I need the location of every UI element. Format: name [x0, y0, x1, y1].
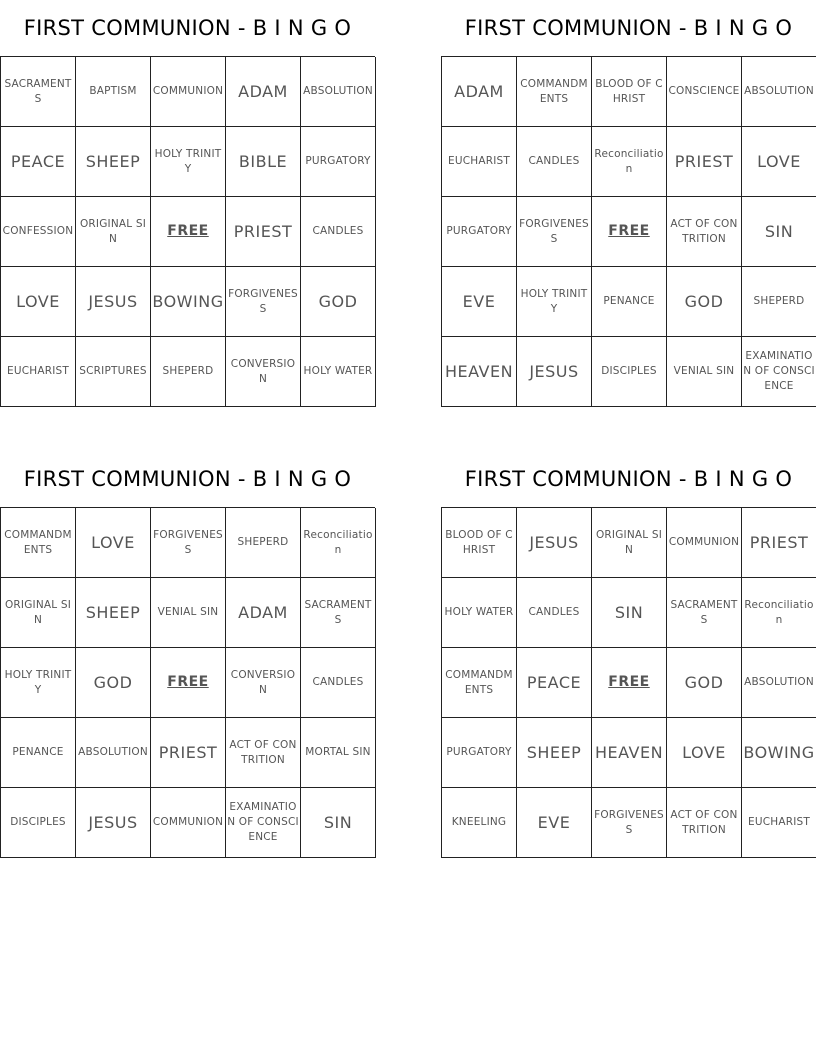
bingo-cell [1, 197, 76, 267]
bingo-cell [151, 57, 226, 127]
bingo-cell-text: FREE [167, 674, 209, 690]
bingo-cell-text: LOVE [91, 532, 135, 552]
bingo-cell-text: CONVERSION [230, 357, 296, 385]
bingo-cell-text: Reconciliation [594, 147, 664, 175]
bingo-cell-text: FORGIVENESS [594, 808, 664, 836]
card-title: FIRST COMMUNION - B I N G O [23, 16, 352, 40]
bingo-cell-text: CANDLES [312, 676, 364, 688]
bingo-cell [667, 788, 742, 858]
bingo-cell [1, 718, 76, 788]
bingo-cell [442, 267, 517, 337]
bingo-cell [592, 508, 667, 578]
bingo-cell [226, 508, 301, 578]
bingo-cell-text: ABSOLUTION [744, 676, 814, 688]
bingo-cell [442, 508, 517, 578]
bingo-cell [517, 337, 592, 407]
bingo-card-4 [441, 451, 816, 858]
bingo-cell-text: GOD [684, 291, 724, 311]
bingo-cell [76, 788, 151, 858]
bingo-cell [301, 788, 376, 858]
bingo-grid [441, 56, 816, 407]
bingo-cell-text: LOVE [757, 151, 801, 171]
bingo-cell-text: SCRIPTURES [79, 365, 147, 377]
bingo-cell [592, 127, 667, 197]
bingo-cell-text: EUCHARIST [6, 365, 69, 377]
bingo-cell-text: LOVE [682, 742, 726, 762]
bingo-cell [151, 267, 226, 337]
bingo-cell-text: COMMUNION [152, 816, 224, 828]
bingo-cell [592, 788, 667, 858]
bingo-cell-text: SACRAMENTS [304, 598, 372, 626]
bingo-cell [301, 508, 376, 578]
bingo-cell-text: JESUS [529, 361, 579, 381]
bingo-cell [301, 127, 376, 197]
bingo-cell [592, 578, 667, 648]
bingo-cell [592, 718, 667, 788]
bingo-cell [442, 197, 517, 267]
bingo-cell-text: EXAMINATION OF CONSCIENCE [743, 350, 815, 392]
bingo-cell-text: COMMANDMENTS [520, 77, 588, 105]
bingo-cell [742, 127, 816, 197]
bingo-cell [592, 57, 667, 127]
bingo-cell [76, 718, 151, 788]
bingo-cell-text: SIN [614, 602, 644, 622]
bingo-cell [667, 57, 742, 127]
bingo-cell-text: FREE [608, 223, 650, 239]
bingo-cell [442, 718, 517, 788]
bingo-cell [76, 508, 151, 578]
bingo-cell-text: EUCHARIST [747, 816, 810, 828]
bingo-cell [151, 718, 226, 788]
bingo-cell [76, 57, 151, 127]
bingo-cell [226, 267, 301, 337]
bingo-cell-text: ACT OF CONTRITION [670, 217, 738, 245]
bingo-cell [1, 508, 76, 578]
bingo-cell-text: HEAVEN [594, 742, 664, 762]
bingo-cell [151, 127, 226, 197]
bingo-cell [151, 337, 226, 407]
bingo-cell [742, 197, 816, 267]
bingo-cell-text: PRIEST [749, 532, 809, 552]
bingo-cell [151, 788, 226, 858]
bingo-cell [517, 197, 592, 267]
bingo-cell [517, 57, 592, 127]
bingo-cell-text: JESUS [88, 812, 138, 832]
bingo-cell-text: FREE [608, 674, 650, 690]
bingo-cell-text: EVE [462, 291, 496, 311]
bingo-cell [1, 648, 76, 718]
bingo-cell-text: EUCHARIST [447, 155, 510, 167]
bingo-cell-text: COMMUNION [668, 536, 740, 548]
bingo-cell [1, 337, 76, 407]
bingo-cell [76, 197, 151, 267]
bingo-cell-text: VENIAL SIN [157, 606, 219, 618]
bingo-grid [441, 507, 816, 858]
bingo-cell-text: COMMUNION [152, 85, 224, 97]
bingo-cell [76, 127, 151, 197]
bingo-cell-text: COMMANDMENTS [4, 528, 72, 556]
bingo-cell [226, 337, 301, 407]
bingo-cell-text: SHEEP [526, 742, 582, 762]
bingo-grid [0, 56, 375, 407]
bingo-cell [442, 127, 517, 197]
bingo-cell [742, 508, 816, 578]
bingo-cell-text: ADAM [238, 602, 288, 622]
bingo-cell-text: ADAM [454, 81, 504, 101]
bingo-cell [301, 578, 376, 648]
bingo-cell [517, 127, 592, 197]
bingo-cell-text: JESUS [529, 532, 579, 552]
bingo-cell [1, 57, 76, 127]
bingo-cell-text: BOWING [743, 742, 815, 762]
bingo-cell [517, 648, 592, 718]
bingo-grid [0, 507, 375, 858]
bingo-cell [226, 197, 301, 267]
bingo-cell [442, 337, 517, 407]
bingo-cell [742, 578, 816, 648]
bingo-cell-text: SACRAMENTS [4, 77, 72, 105]
bingo-cell-text: GOD [318, 291, 358, 311]
bingo-cell-text: PENANCE [12, 746, 64, 758]
bingo-cell [517, 718, 592, 788]
bingo-cell [226, 788, 301, 858]
bingo-cell-text: CANDLES [528, 606, 580, 618]
bingo-cell [742, 337, 816, 407]
bingo-cell-text: GOD [93, 672, 133, 692]
bingo-cell-text: HOLY WATER [444, 606, 514, 618]
bingo-cell [301, 718, 376, 788]
bingo-cell-text: HOLY TRINITY [520, 287, 588, 315]
bingo-cell-text: CONSCIENCE [668, 85, 740, 97]
bingo-cell-text: BLOOD OF CHRIST [595, 77, 663, 105]
bingo-cell-text: BAPTISM [89, 85, 137, 97]
bingo-cell-text: ORIGINAL SIN [595, 528, 663, 556]
card-title: FIRST COMMUNION - B I N G O [464, 16, 793, 40]
free-space-cell [592, 197, 667, 267]
bingo-cell [301, 648, 376, 718]
bingo-cell-text: SIN [764, 221, 794, 241]
bingo-cell-text: FORGIVENESS [228, 287, 298, 315]
bingo-cell-text: SHEPERD [162, 365, 214, 377]
bingo-cell-text: CANDLES [312, 225, 364, 237]
bingo-cell [1, 788, 76, 858]
card-title: FIRST COMMUNION - B I N G O [23, 467, 352, 491]
bingo-cell [742, 788, 816, 858]
bingo-cell [517, 267, 592, 337]
bingo-cell-text: ABSOLUTION [78, 746, 148, 758]
bingo-cell-text: JESUS [88, 291, 138, 311]
bingo-cell [442, 788, 517, 858]
bingo-cell [76, 337, 151, 407]
bingo-cell [1, 127, 76, 197]
bingo-cell-text: SHEPERD [237, 536, 289, 548]
bingo-cell-text: PRIEST [674, 151, 734, 171]
bingo-cell-text: Reconciliation [744, 598, 814, 626]
bingo-cell-text: CANDLES [528, 155, 580, 167]
bingo-cell [442, 578, 517, 648]
bingo-cell [742, 718, 816, 788]
bingo-cell-text: CONFESSION [2, 225, 74, 237]
bingo-cell [151, 578, 226, 648]
bingo-cell [442, 648, 517, 718]
bingo-cell [301, 197, 376, 267]
bingo-cell [667, 127, 742, 197]
bingo-cell [592, 337, 667, 407]
bingo-cell-text: FORGIVENESS [519, 217, 589, 245]
bingo-cell-text: MORTAL SIN [305, 746, 371, 758]
bingo-cell-text: SACRAMENTS [670, 598, 738, 626]
bingo-cell [226, 718, 301, 788]
bingo-cell [667, 337, 742, 407]
bingo-cell-text: COMMANDMENTS [445, 668, 513, 696]
bingo-cell-text: ORIGINAL SIN [4, 598, 72, 626]
bingo-cell-text: ACT OF CONTRITION [229, 738, 297, 766]
bingo-cell-text: PEACE [10, 151, 66, 171]
bingo-cell-text: PRIEST [158, 742, 218, 762]
bingo-cell [742, 267, 816, 337]
bingo-cell-text: HOLY WATER [303, 365, 373, 377]
bingo-cell [517, 578, 592, 648]
bingo-cell [1, 267, 76, 337]
bingo-cell-text: BOWING [152, 291, 224, 311]
bingo-cell-text: HOLY TRINITY [154, 147, 222, 175]
bingo-cell [667, 578, 742, 648]
bingo-cell-text: CONVERSION [230, 668, 296, 696]
free-space-cell [592, 648, 667, 718]
bingo-cell [151, 508, 226, 578]
bingo-cell-text: HEAVEN [444, 361, 514, 381]
bingo-cell [667, 718, 742, 788]
bingo-cell-text: HOLY TRINITY [4, 668, 72, 696]
bingo-cell [442, 57, 517, 127]
bingo-cell-text: DISCIPLES [10, 816, 66, 828]
card-title: FIRST COMMUNION - B I N G O [464, 467, 793, 491]
bingo-card-3 [0, 451, 375, 858]
bingo-cell [517, 508, 592, 578]
bingo-cell-text: FREE [167, 223, 209, 239]
bingo-cell-text: PURGATORY [446, 746, 512, 758]
bingo-cell-text: PURGATORY [446, 225, 512, 237]
bingo-cell-text: ADAM [238, 81, 288, 101]
bingo-cell-text: DISCIPLES [601, 365, 657, 377]
bingo-cell-text: PEACE [526, 672, 582, 692]
free-space-cell [151, 648, 226, 718]
bingo-cell [517, 788, 592, 858]
bingo-cell [76, 648, 151, 718]
bingo-cell-text: Reconciliation [303, 528, 373, 556]
bingo-cell-text: ORIGINAL SIN [79, 217, 147, 245]
bingo-cell-text: LOVE [16, 291, 60, 311]
bingo-cell [301, 57, 376, 127]
bingo-cell-text: BLOOD OF CHRIST [445, 528, 513, 556]
bingo-cell [301, 267, 376, 337]
bingo-cell [226, 57, 301, 127]
bingo-cell-text: EVE [537, 812, 571, 832]
bingo-cell-text: SHEEP [85, 602, 141, 622]
bingo-cell [592, 267, 667, 337]
bingo-cell-text: BIBLE [238, 151, 288, 171]
bingo-cell [226, 127, 301, 197]
bingo-cell-text: EXAMINATION OF CONSCIENCE [227, 801, 299, 843]
bingo-cell-text: ABSOLUTION [744, 85, 814, 97]
bingo-cell [1, 578, 76, 648]
bingo-cell-text: GOD [684, 672, 724, 692]
bingo-cell-text: PRIEST [233, 221, 293, 241]
bingo-cell [76, 267, 151, 337]
bingo-cell [226, 648, 301, 718]
free-space-cell [151, 197, 226, 267]
bingo-cell [742, 648, 816, 718]
bingo-cell-text: PURGATORY [305, 155, 371, 167]
bingo-cell [76, 578, 151, 648]
bingo-cell-text: SIN [323, 812, 353, 832]
bingo-cell [667, 508, 742, 578]
bingo-cell [301, 337, 376, 407]
bingo-cell-text: ACT OF CONTRITION [670, 808, 738, 836]
bingo-cell [667, 197, 742, 267]
bingo-cell-text: SHEPERD [753, 295, 805, 307]
bingo-cell [226, 578, 301, 648]
bingo-cell [667, 648, 742, 718]
bingo-card-1 [0, 0, 375, 407]
bingo-cell-text: ABSOLUTION [303, 85, 373, 97]
bingo-cell-text: SHEEP [85, 151, 141, 171]
bingo-cell-text: KNEELING [451, 816, 507, 828]
bingo-cell-text: FORGIVENESS [153, 528, 223, 556]
bingo-cell [667, 267, 742, 337]
bingo-card-2 [441, 0, 816, 407]
bingo-cell [742, 57, 816, 127]
bingo-cell-text: PENANCE [603, 295, 655, 307]
bingo-cell-text: VENIAL SIN [673, 365, 735, 377]
